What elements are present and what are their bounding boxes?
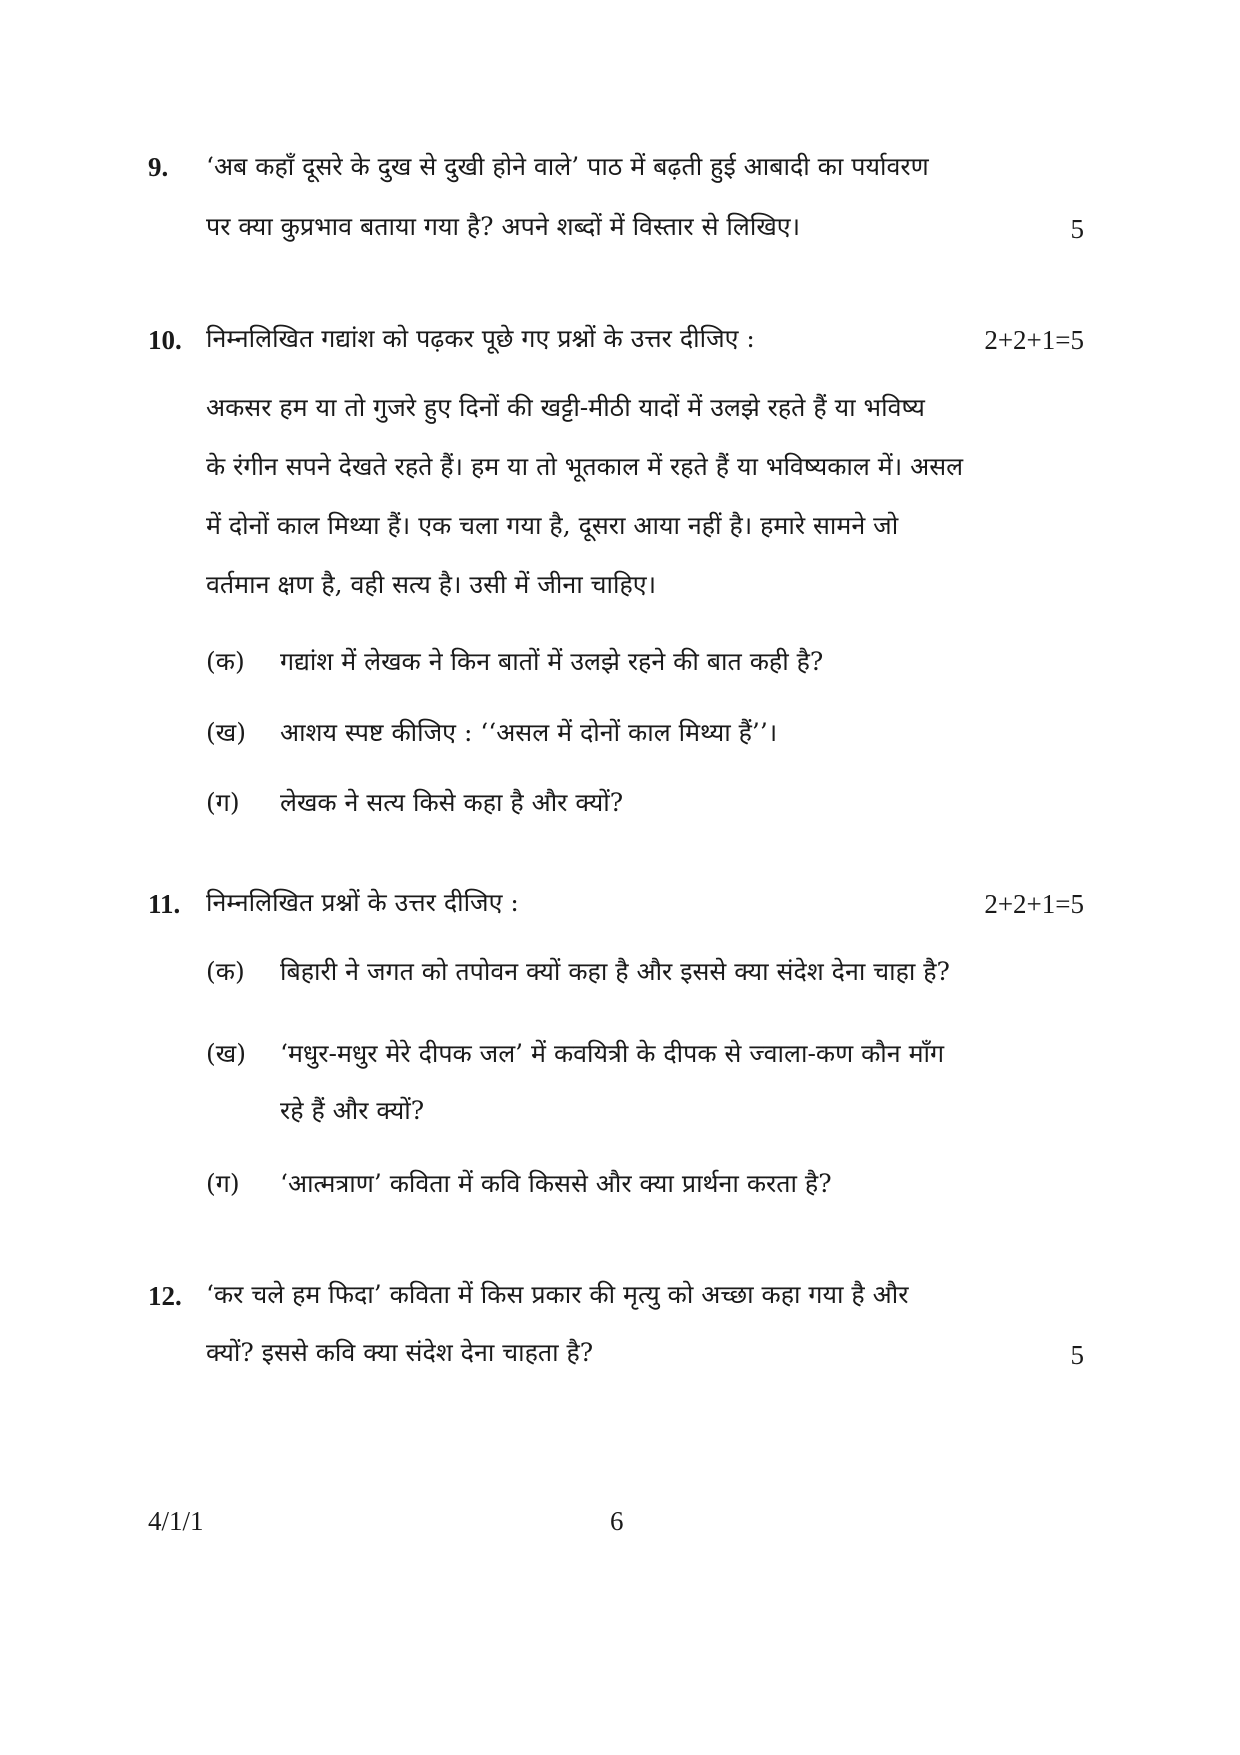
question-instruction: निम्नलिखित गद्यांश को पढ़कर पूछे गए प्रश्नों के उत्तर दीजिए : — [206, 324, 755, 353]
sub-question-label: (ग) — [206, 788, 240, 817]
passage-line: के रंगीन सपने देखते रहते हैं। हम या तो भूतकाल में रहते हैं या भविष्यकाल में। असल — [206, 452, 964, 481]
question-text-line: क्यों? इससे कवि क्या संदेश देना चाहता है? — [206, 1338, 594, 1367]
sub-question-text: आशय स्पष्ट कीजिए : ‘‘असल में दोनों काल मिथ्या हैं’’। — [280, 718, 778, 747]
paper-code: 4/1/1 — [148, 1506, 204, 1536]
question-instruction: निम्नलिखित प्रश्नों के उत्तर दीजिए : — [206, 888, 519, 917]
sub-question-label: (ख) — [206, 1039, 246, 1068]
marks: 2+2+1=5 — [984, 325, 1084, 355]
passage-line: अकसर हम या तो गुजरे हुए दिनों की खट्टी-मीठी यादों में उलझे रहते हैं या भविष्य — [206, 393, 925, 422]
passage-line: वर्तमान क्षण है, वही सत्य है। उसी में जीना चाहिए। — [206, 570, 657, 599]
marks: 2+2+1=5 — [984, 889, 1084, 919]
question-text-line: ‘कर चले हम फिदा’ कविता में किस प्रकार की मृत्यु को अच्छा कहा गया है और — [206, 1280, 909, 1309]
question-number: 11. — [148, 889, 181, 919]
sub-question-label: (ग) — [206, 1169, 240, 1198]
sub-question-label: (क) — [206, 957, 245, 986]
question-number: 9. — [148, 152, 169, 182]
page-number: 6 — [610, 1506, 624, 1536]
question-text-line: ‘अब कहाँ दूसरे के दुख से दुखी होने वाले’ पाठ में बढ़ती हुई आबादी का पर्यावरण — [206, 152, 929, 181]
question-text-line: पर क्या कुप्रभाव बताया गया है? अपने शब्दों में विस्तार से लिखिए। — [206, 212, 801, 241]
passage-line: में दोनों काल मिथ्या हैं। एक चला गया है, दूसरा आया नहीं है। हमारे सामने जो — [206, 511, 899, 540]
sub-question-text: गद्यांश में लेखक ने किन बातों में उलझे रहने की बात कही है? — [280, 647, 824, 676]
question-number: 10. — [148, 325, 182, 355]
question-number: 12. — [148, 1281, 182, 1311]
sub-question-label: (ख) — [206, 718, 246, 747]
marks: 5 — [1070, 214, 1084, 244]
sub-question-text: ‘मधुर-मधुर मेरे दीपक जल’ में कवयित्री के दीपक से ज्वाला-कण कौन माँग — [280, 1039, 945, 1068]
sub-question-text: लेखक ने सत्य किसे कहा है और क्यों? — [280, 788, 624, 817]
sub-question-label: (क) — [206, 647, 245, 676]
sub-question-text-cont: रहे हैं और क्यों? — [280, 1096, 425, 1125]
sub-question-text: बिहारी ने जगत को तपोवन क्यों कहा है और इससे क्या संदेश देना चाहा है? — [280, 957, 950, 986]
marks: 5 — [1070, 1340, 1084, 1370]
sub-question-text: ‘आत्मत्राण’ कविता में कवि किससे और क्या प्रार्थना करता है? — [280, 1169, 832, 1198]
